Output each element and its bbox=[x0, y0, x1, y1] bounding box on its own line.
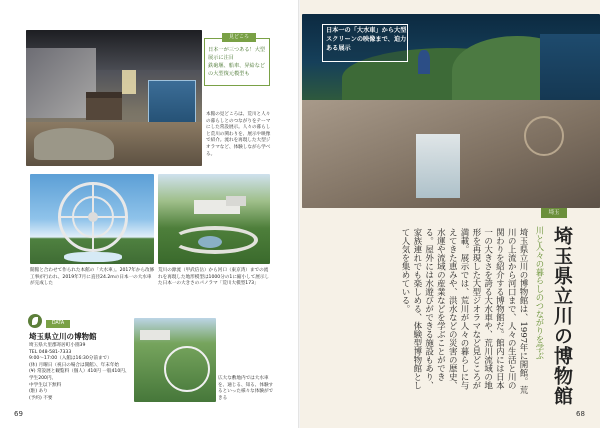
data-lines bbox=[29, 343, 133, 402]
waterwheel-caption: 開館と合わせて作られた本館の「大水車」。2017年から改修工事が行われ、2019年7月に直径24.2mの日本一の大水車が完成した bbox=[30, 268, 155, 287]
highlight-sub: 鉄砲堰、船車、昇給などの大型復元模型も bbox=[208, 63, 266, 77]
grounds-photo bbox=[134, 318, 216, 402]
data-line: (休) 月曜日（祝日の場合は開館）、年末年始 bbox=[29, 362, 120, 368]
museum-caption: 本館の見どころは、荒川と人々の暮らしとのつながりをテーマにした常設展示。人々の暮らしと荒川の関わりを、展示や映像で紹介。流れを再現した大型ジオラマなど、体験しながら学べる。 bbox=[206, 112, 271, 157]
data-line: TEL 048-581-7333 bbox=[29, 349, 72, 355]
waterwheel-photo bbox=[30, 174, 154, 264]
data-line: (駐) あり bbox=[29, 389, 48, 395]
data-line: 9:00〜17:00（入館は16:30分前まで） bbox=[29, 356, 112, 362]
aerial-model-photo bbox=[158, 174, 270, 264]
article-body: 埼玉県立川の博物館は、1997年に開館。荒川の上流から河口まで、人々の生活と川の関わりを紹介する博物館だ。館内には日本一の大きさを誇る大水車や、荒川流域の地形を再現した大型ジオラマなど見どころが満載。展示では、荒川が人々の暮らしに与えてきた恵みや、洪水などの災害の歴史、水運や流域の産業などを学ぶことができる。屋外には水遊びができる施設もあり、家族連れでも楽しめる、体験型博物館として人気を集めている。 bbox=[400, 228, 528, 395]
aerial-caption: 荒川の源流（甲武信岳）から河口（東京湾）までの流れを再現した地形模型は1000分の1に縮小して展示した日本一の大きさのパノラマ「荒川大模型173」 bbox=[158, 268, 270, 287]
article-title: 埼玉県立川の博物館 bbox=[551, 226, 573, 406]
highlight-headline: 日本一が三つある！大型展示に注目 bbox=[208, 47, 266, 61]
grounds-caption: 広大な敷地内では大水車を、通じる、知る、体験するといった様々な体験ができる bbox=[218, 376, 274, 401]
page-number-left: 69 bbox=[14, 410, 23, 418]
data-line: (¥) 常設展と観覧料（個人）410円 一般410円、学生200円、 bbox=[29, 369, 130, 381]
page-number-right: 68 bbox=[576, 410, 585, 418]
museum-interior-photo bbox=[26, 30, 202, 166]
data-line: (予約) 不要 bbox=[29, 395, 53, 401]
highlight-tag: 見どころ bbox=[222, 33, 256, 42]
data-line: 埼玉県大里郡寄居町小園39 bbox=[29, 343, 86, 348]
prefecture-tag: 埼玉 bbox=[541, 208, 567, 218]
data-title: 埼玉県立川の博物館 bbox=[29, 332, 97, 341]
leaf-icon bbox=[28, 314, 42, 328]
article-subtitle: 川と人々の暮らしのつながりを学ぶ bbox=[535, 226, 545, 361]
diorama-caption: 日本一の「大水車」から大型スクリーンの映像まで、迫力ある展示 bbox=[326, 27, 407, 52]
data-tag: DATA bbox=[46, 320, 70, 328]
data-line: 中学生以下無料 bbox=[29, 382, 62, 388]
highlight-text bbox=[208, 46, 270, 78]
